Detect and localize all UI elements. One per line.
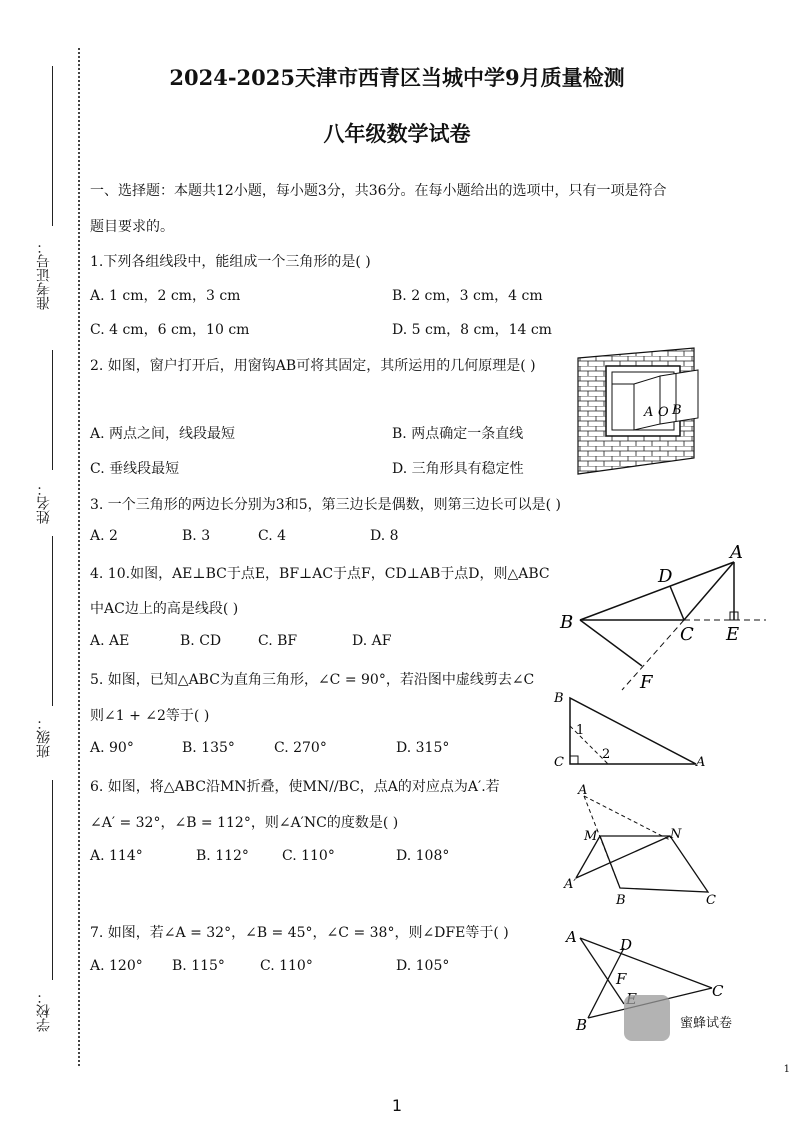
question-stem: 2. 如图，窗户打开后，用窗钩AB可将其固定，其所运用的几何原理是( ): [90, 358, 536, 374]
page-number: 1: [391, 1096, 403, 1115]
option: C. 4: [258, 528, 287, 544]
option: C. 4 cm，6 cm，10 cm: [90, 322, 250, 338]
right-triangle-figure: [550, 688, 710, 772]
corner-mark: 1: [783, 1064, 790, 1075]
figure-label: A′: [564, 877, 577, 892]
option: B. 2 cm，3 cm，4 cm: [392, 288, 543, 304]
figure-label: E: [726, 624, 740, 645]
option: C. 110°: [260, 958, 313, 974]
question-stem: 3. 一个三角形的两边长分别为3和5，第三边长是偶数，则第三边长可以是( ): [90, 497, 561, 513]
figure-label: C: [706, 893, 716, 908]
figure-label: D: [620, 936, 633, 954]
option: C. BF: [258, 633, 298, 649]
option: B. 135°: [182, 740, 235, 756]
option: B. CD: [180, 633, 222, 649]
question-stem: 4. 10.如图，AE⊥BC于点E，BF⊥AC于点F，CD⊥AB于点D，则△ABC: [90, 566, 550, 582]
option: C. 垂线段最短: [90, 461, 180, 477]
figure-label: B: [672, 403, 682, 418]
figure-label: A: [644, 405, 654, 420]
question-stem: 6. 如图，将△ABC沿MN折叠，使MN//BC，点A的对应点为A′.若: [90, 779, 500, 795]
figure-label: 2: [602, 747, 611, 762]
binding-line: [52, 780, 53, 980]
figure-label: A: [730, 542, 743, 563]
figure-label: D: [658, 566, 673, 587]
option: B. 112°: [196, 848, 249, 864]
option: D. 108°: [396, 848, 450, 864]
option: B. 两点确定一条直线: [392, 426, 524, 442]
watermark-logo: [624, 995, 670, 1041]
figure-label: A: [578, 783, 588, 798]
option: A. 2: [90, 528, 118, 544]
figure-label: B: [576, 1016, 588, 1032]
figure-label: C: [712, 982, 724, 1000]
option: A. 90°: [90, 740, 134, 756]
option: D. 315°: [396, 740, 450, 756]
option: A. AE: [90, 633, 130, 649]
question-stem-cont: ∠A′ = 32°，∠B = 112°，则∠A′NC的度数是( ): [90, 815, 399, 831]
section-intro-cont: 题目要求的。: [90, 219, 174, 235]
section-intro: 一、选择题：本题共12小题，每小题3分，共36分。在每小题给出的选项中，只有一项是符合: [90, 183, 667, 199]
window-figure: [576, 346, 704, 478]
option: D. 8: [370, 528, 399, 544]
question-stem: 7. 如图，若∠A = 32°，∠B = 45°，∠C = 38°，则∠DFE等于( ): [90, 925, 509, 941]
option: A. 120°: [90, 958, 143, 974]
option: A. 114°: [90, 848, 143, 864]
page-subtitle: 八年级数学试卷: [323, 121, 471, 146]
question-stem: 5. 如图，已知△ABC为直角三角形，∠C = 90°，若沿图中虚线剪去∠C: [90, 672, 535, 688]
figure-label: A: [696, 755, 706, 770]
fold-figure: [560, 780, 730, 908]
option: B. 115°: [172, 958, 225, 974]
figure-label: F: [616, 970, 627, 988]
question-stem: 1.下列各组线段中，能组成一个三角形的是( ): [90, 254, 371, 270]
watermark-text: 蜜蜂试卷: [680, 1016, 733, 1031]
name-label: 姓名：: [36, 482, 52, 524]
exam-id-label: 准考证号：: [36, 240, 52, 310]
option: D. 105°: [396, 958, 450, 974]
figure-label: C: [554, 755, 564, 770]
binding-dotted-line: [78, 48, 80, 1066]
option: A. 1 cm，2 cm，3 cm: [90, 288, 241, 304]
binding-line: [52, 350, 53, 470]
option: C. 270°: [274, 740, 327, 756]
class-label: 班级：: [36, 716, 52, 758]
figure-label: N: [670, 827, 682, 842]
option: C. 110°: [282, 848, 335, 864]
question-stem-cont: 则∠1 + ∠2等于( ): [90, 708, 210, 724]
option: D. 5 cm，8 cm，14 cm: [392, 322, 552, 338]
figure-label: F: [640, 672, 653, 692]
school-label: 学校：: [36, 990, 52, 1032]
page-title: 2024-2025天津市西青区当城中学9月质量检测: [169, 65, 625, 90]
option: B. 3: [182, 528, 211, 544]
option: D. 三角形具有稳定性: [392, 461, 524, 477]
figure-label: C: [680, 624, 694, 645]
altitude-figure: [556, 540, 770, 692]
question-stem-cont: 中AC边上的高是线段( ): [90, 601, 239, 617]
figure-label: B: [560, 612, 574, 633]
figure-label: B: [616, 893, 626, 908]
figure-label: M: [584, 829, 598, 844]
option: D. AF: [352, 633, 392, 649]
figure-label: A: [566, 928, 577, 946]
figure-label: B: [554, 691, 564, 706]
option: A. 两点之间，线段最短: [90, 426, 236, 442]
figure-label: O: [658, 405, 669, 420]
binding-line: [52, 536, 53, 706]
figure-label: 1: [576, 723, 585, 738]
